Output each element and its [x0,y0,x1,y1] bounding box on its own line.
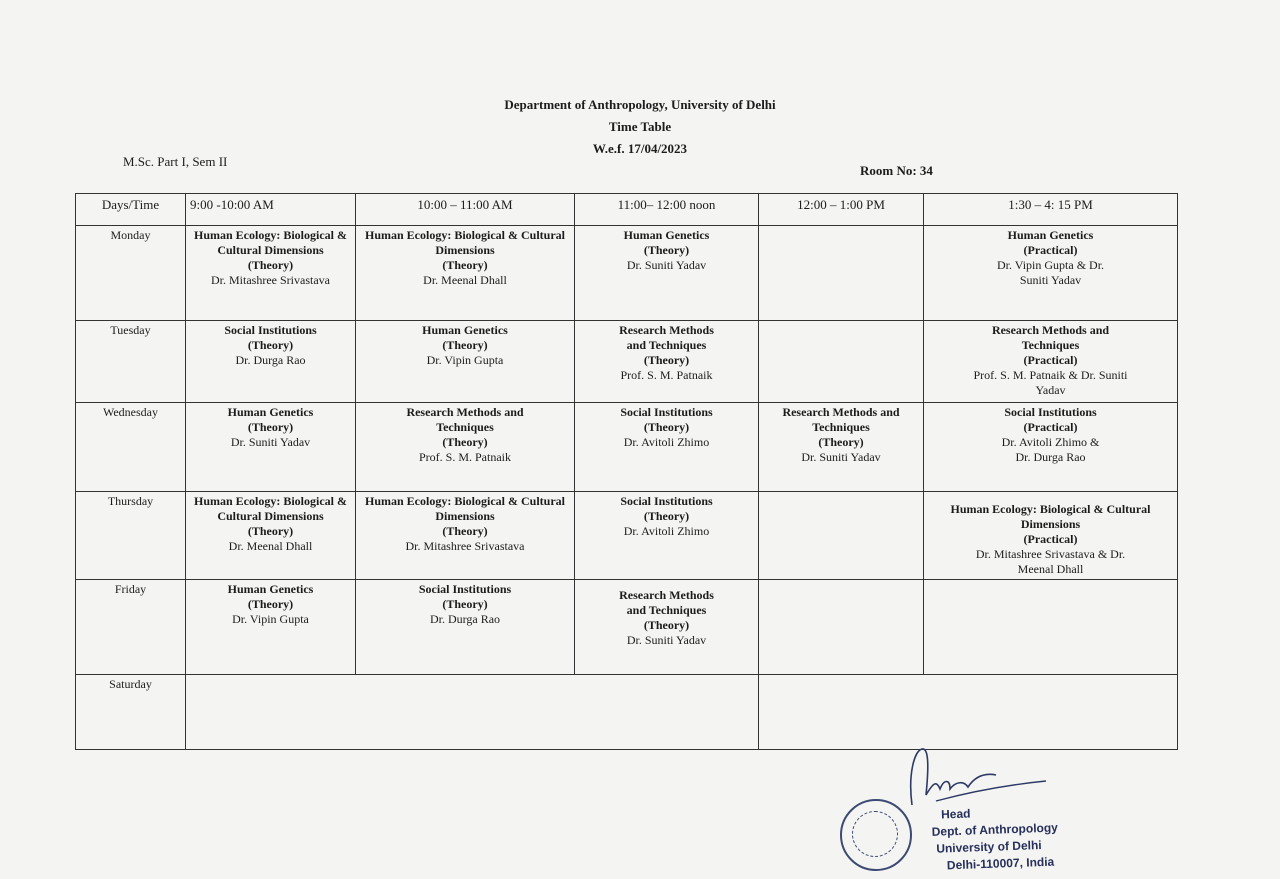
table-row [76,492,1178,580]
class-cell [759,492,924,580]
class-cell [759,675,1178,750]
day-cell: Saturday [76,675,186,750]
teacher: Dr. Mitashree Srivastava [211,273,330,287]
class-cell [186,492,356,580]
table-row [76,675,1178,750]
subject: Research Methods and Techniques [406,405,524,434]
page-title: Time Table [608,119,672,134]
class-cell [186,403,356,492]
class-cell [575,403,759,492]
table-row [76,403,1178,492]
class-cell [924,226,1178,321]
day-cell: Friday [76,580,186,675]
department-title: Department of Anthropology, University of Delhi [504,97,776,112]
teacher: Dr. Mitashree Srivastava & Dr. Meenal Dhall [975,547,1126,576]
day-cell: Monday [76,226,186,321]
class-type: (Theory) [442,435,488,449]
table-row [76,321,1178,403]
teacher: Dr. Avitoli Zhimo [623,435,710,449]
teacher: Prof. S. M. Patnaik [620,368,713,382]
column-header: 9:00 -10:00 AM [186,194,356,226]
teacher: Prof. S. M. Patnaik & Dr. Suniti Yadav [973,368,1128,397]
class-cell [575,226,759,321]
timetable [75,193,1178,750]
class-cell [575,492,759,580]
teacher: Dr. Mitashree Srivastava [405,539,525,553]
class-type: (Theory) [643,420,690,434]
seal-icon [840,799,912,871]
class-cell [356,321,575,403]
subject: Human Genetics [227,582,314,596]
class-type: (Practical) [1023,532,1078,546]
class-type: (Theory) [247,420,294,434]
class-type: (Theory) [442,597,488,611]
teacher: Dr. Avitoli Zhimo [623,524,710,538]
class-type: (Theory) [643,618,690,632]
table-row [76,226,1178,321]
course-label: M.Sc. Part I, Sem II [123,154,228,169]
class-cell [186,675,759,750]
class-cell [759,580,924,675]
class-type: (Theory) [442,258,488,272]
stamp-text [911,802,1059,875]
class-cell [356,492,575,580]
subject: Human Ecology: Biological & Cultural Dimensions [950,502,1151,531]
header-row [76,194,1178,226]
class-cell [186,321,356,403]
class-cell [356,226,575,321]
stamp-line: Head [940,806,971,822]
column-header: 1:30 – 4: 15 PM [924,194,1178,226]
class-cell [575,321,759,403]
class-cell [186,226,356,321]
class-cell [759,403,924,492]
class-cell [575,580,759,675]
teacher: Dr. Suniti Yadav [801,450,881,464]
teacher: Dr. Suniti Yadav [230,435,311,449]
subject: Research Methods and Techniques [782,405,900,434]
subject: Human Genetics [1007,228,1094,242]
class-cell [759,226,924,321]
subject: Research Methods and Techniques [619,588,714,617]
class-type: (Theory) [247,524,294,538]
teacher: Dr. Suniti Yadav [626,258,707,272]
subject: Human Genetics [422,323,508,337]
class-type: (Theory) [442,524,488,538]
class-type: (Theory) [247,258,294,272]
teacher: Dr. Avitoli Zhimo & Dr. Durga Rao [1001,435,1100,464]
stamp-line: University of Delhi [936,838,1042,856]
class-cell [759,321,924,403]
day-cell: Wednesday [76,403,186,492]
teacher: Dr. Durga Rao [235,353,306,367]
class-type: (Theory) [247,338,294,352]
class-type: (Theory) [442,338,488,352]
class-cell [924,321,1178,403]
subject: Human Ecology: Biological & Cultural Dimensions [364,494,565,523]
column-header: 10:00 – 11:00 AM [356,194,575,226]
subject: Social Institutions [224,323,317,337]
teacher: Dr. Vipin Gupta & Dr. Suniti Yadav [996,258,1105,287]
class-cell [924,492,1178,580]
class-type: (Theory) [818,435,864,449]
subject: Social Institutions [418,582,512,596]
class-type: (Theory) [643,353,690,367]
day-cell: Tuesday [76,321,186,403]
subject: Human Ecology: Biological & Cultural Dimensions [194,494,347,523]
subject: Human Genetics [623,228,710,242]
subject: Human Ecology: Biological & Cultural Dimensions [364,228,565,257]
subject: Human Genetics [227,405,314,419]
column-header: Days/Time [76,194,186,226]
class-type: (Theory) [643,509,690,523]
day-cell: Thursday [76,492,186,580]
class-cell [924,580,1178,675]
stamp-line: Delhi-110007, India [946,854,1055,873]
teacher: Dr. Suniti Yadav [626,633,707,647]
class-type: (Theory) [247,597,294,611]
subject: Social Institutions [1004,405,1097,419]
teacher: Dr. Vipin Gupta [426,353,504,367]
class-type: (Practical) [1023,243,1078,257]
column-header: 12:00 – 1:00 PM [759,194,924,226]
column-header: 11:00– 12:00 noon [575,194,759,226]
teacher: Dr. Meenal Dhall [228,539,313,553]
subject: Social Institutions [620,405,713,419]
class-type: (Theory) [643,243,690,257]
teacher: Dr. Vipin Gupta [232,612,309,626]
class-cell [924,403,1178,492]
class-cell [356,403,575,492]
subject: Human Ecology: Biological & Cultural Dimensions [194,228,347,257]
class-type: (Practical) [1023,353,1078,367]
subject: Social Institutions [620,494,713,508]
teacher: Dr. Durga Rao [429,612,501,626]
teacher: Prof. S. M. Patnaik [418,450,511,464]
subject: Research Methods and Techniques [619,323,714,352]
subject: Research Methods and Techniques [991,323,1110,352]
table-row [76,580,1178,675]
effective-date: W.e.f. 17/04/2023 [592,141,688,156]
class-cell [356,580,575,675]
class-type: (Practical) [1023,420,1078,434]
class-cell [186,580,356,675]
head-stamp [836,745,1136,875]
stamp-line: Dept. of Anthropology [931,820,1059,839]
teacher: Dr. Meenal Dhall [423,273,507,287]
room-label: Room No: 34 [860,163,933,178]
